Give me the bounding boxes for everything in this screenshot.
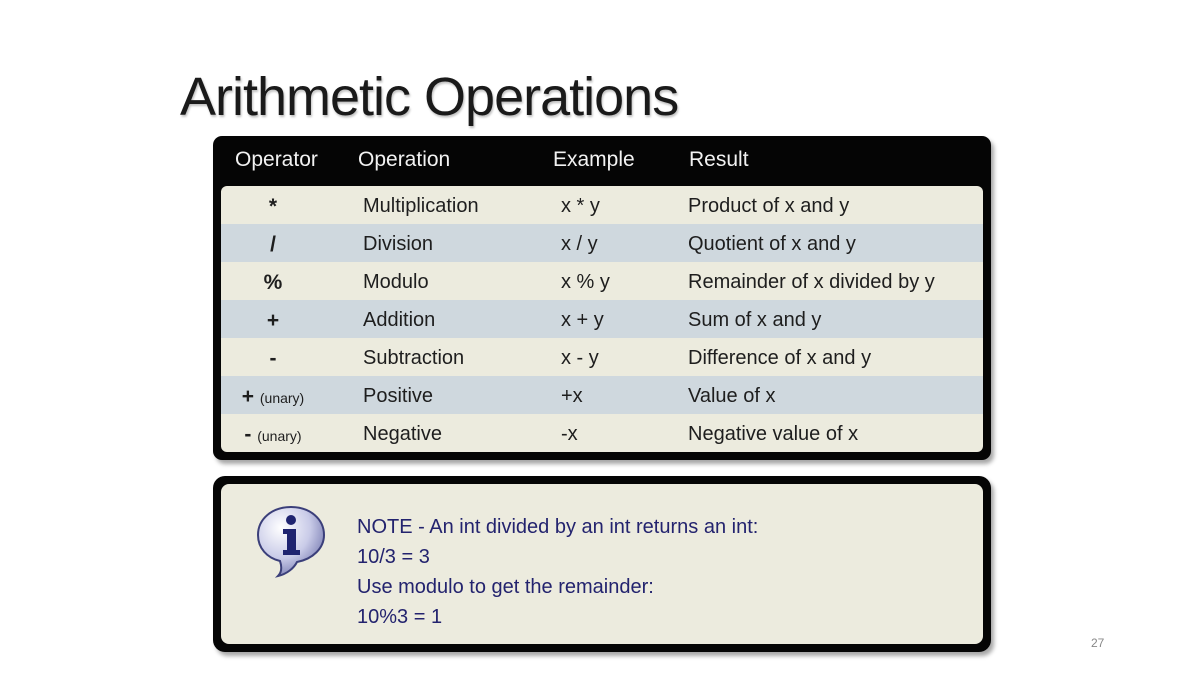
table-row bbox=[221, 300, 983, 338]
result-cell: Negative value of x bbox=[688, 423, 859, 445]
operation-cell: Division bbox=[363, 233, 434, 255]
operations-table bbox=[213, 136, 991, 460]
result-cell: Quotient of x and y bbox=[688, 233, 856, 255]
note-panel bbox=[221, 484, 983, 644]
page-title: Arithmetic Operations bbox=[180, 67, 679, 127]
operator-cell: + bbox=[266, 309, 280, 332]
operator-cell: * bbox=[268, 195, 278, 218]
operator-cell: + (unary) bbox=[241, 385, 305, 408]
note-line: 10/3 = 3 bbox=[357, 546, 430, 568]
result-cell: Product of x and y bbox=[688, 195, 850, 217]
header-result: Result bbox=[689, 148, 749, 171]
note-line: NOTE - An int divided by an int returns an int: bbox=[357, 516, 759, 538]
operator-cell: % bbox=[263, 271, 283, 294]
table-row bbox=[221, 186, 983, 224]
example-cell: x / y bbox=[561, 233, 598, 255]
table-row bbox=[221, 376, 983, 414]
result-cell: Value of x bbox=[688, 385, 776, 407]
table-body bbox=[221, 186, 983, 452]
example-cell: -x bbox=[561, 423, 578, 445]
operation-cell: Negative bbox=[363, 423, 442, 445]
header-example: Example bbox=[553, 148, 635, 171]
example-cell: +x bbox=[561, 385, 583, 407]
note-text bbox=[357, 512, 758, 632]
operator-cell: - (unary) bbox=[244, 423, 302, 446]
note-line: 10%3 = 1 bbox=[357, 606, 443, 628]
table-row bbox=[221, 224, 983, 262]
result-cell: Sum of x and y bbox=[688, 309, 822, 331]
page-number: 27 bbox=[1091, 636, 1105, 650]
operation-cell: Addition bbox=[363, 309, 436, 331]
table-row bbox=[221, 414, 983, 452]
example-cell: x * y bbox=[561, 195, 600, 217]
info-icon bbox=[255, 504, 327, 578]
result-cell: Remainder of x divided by y bbox=[688, 271, 935, 293]
header-operation: Operation bbox=[358, 148, 451, 171]
operation-cell: Modulo bbox=[363, 271, 429, 293]
operator-cell: - bbox=[269, 347, 277, 370]
note-line: Use modulo to get the remainder: bbox=[357, 576, 654, 598]
operator-cell: / bbox=[270, 233, 276, 256]
table-row bbox=[221, 338, 983, 376]
table-header bbox=[213, 136, 991, 186]
header-operator: Operator bbox=[235, 148, 318, 171]
operation-cell: Multiplication bbox=[363, 195, 479, 217]
example-cell: x - y bbox=[561, 347, 599, 369]
operation-cell: Positive bbox=[363, 385, 434, 407]
operation-cell: Subtraction bbox=[363, 347, 465, 369]
result-cell: Difference of x and y bbox=[688, 347, 872, 369]
note-callout bbox=[213, 476, 991, 652]
table-row bbox=[221, 262, 983, 300]
example-cell: x % y bbox=[561, 271, 610, 293]
example-cell: x + y bbox=[561, 309, 604, 331]
